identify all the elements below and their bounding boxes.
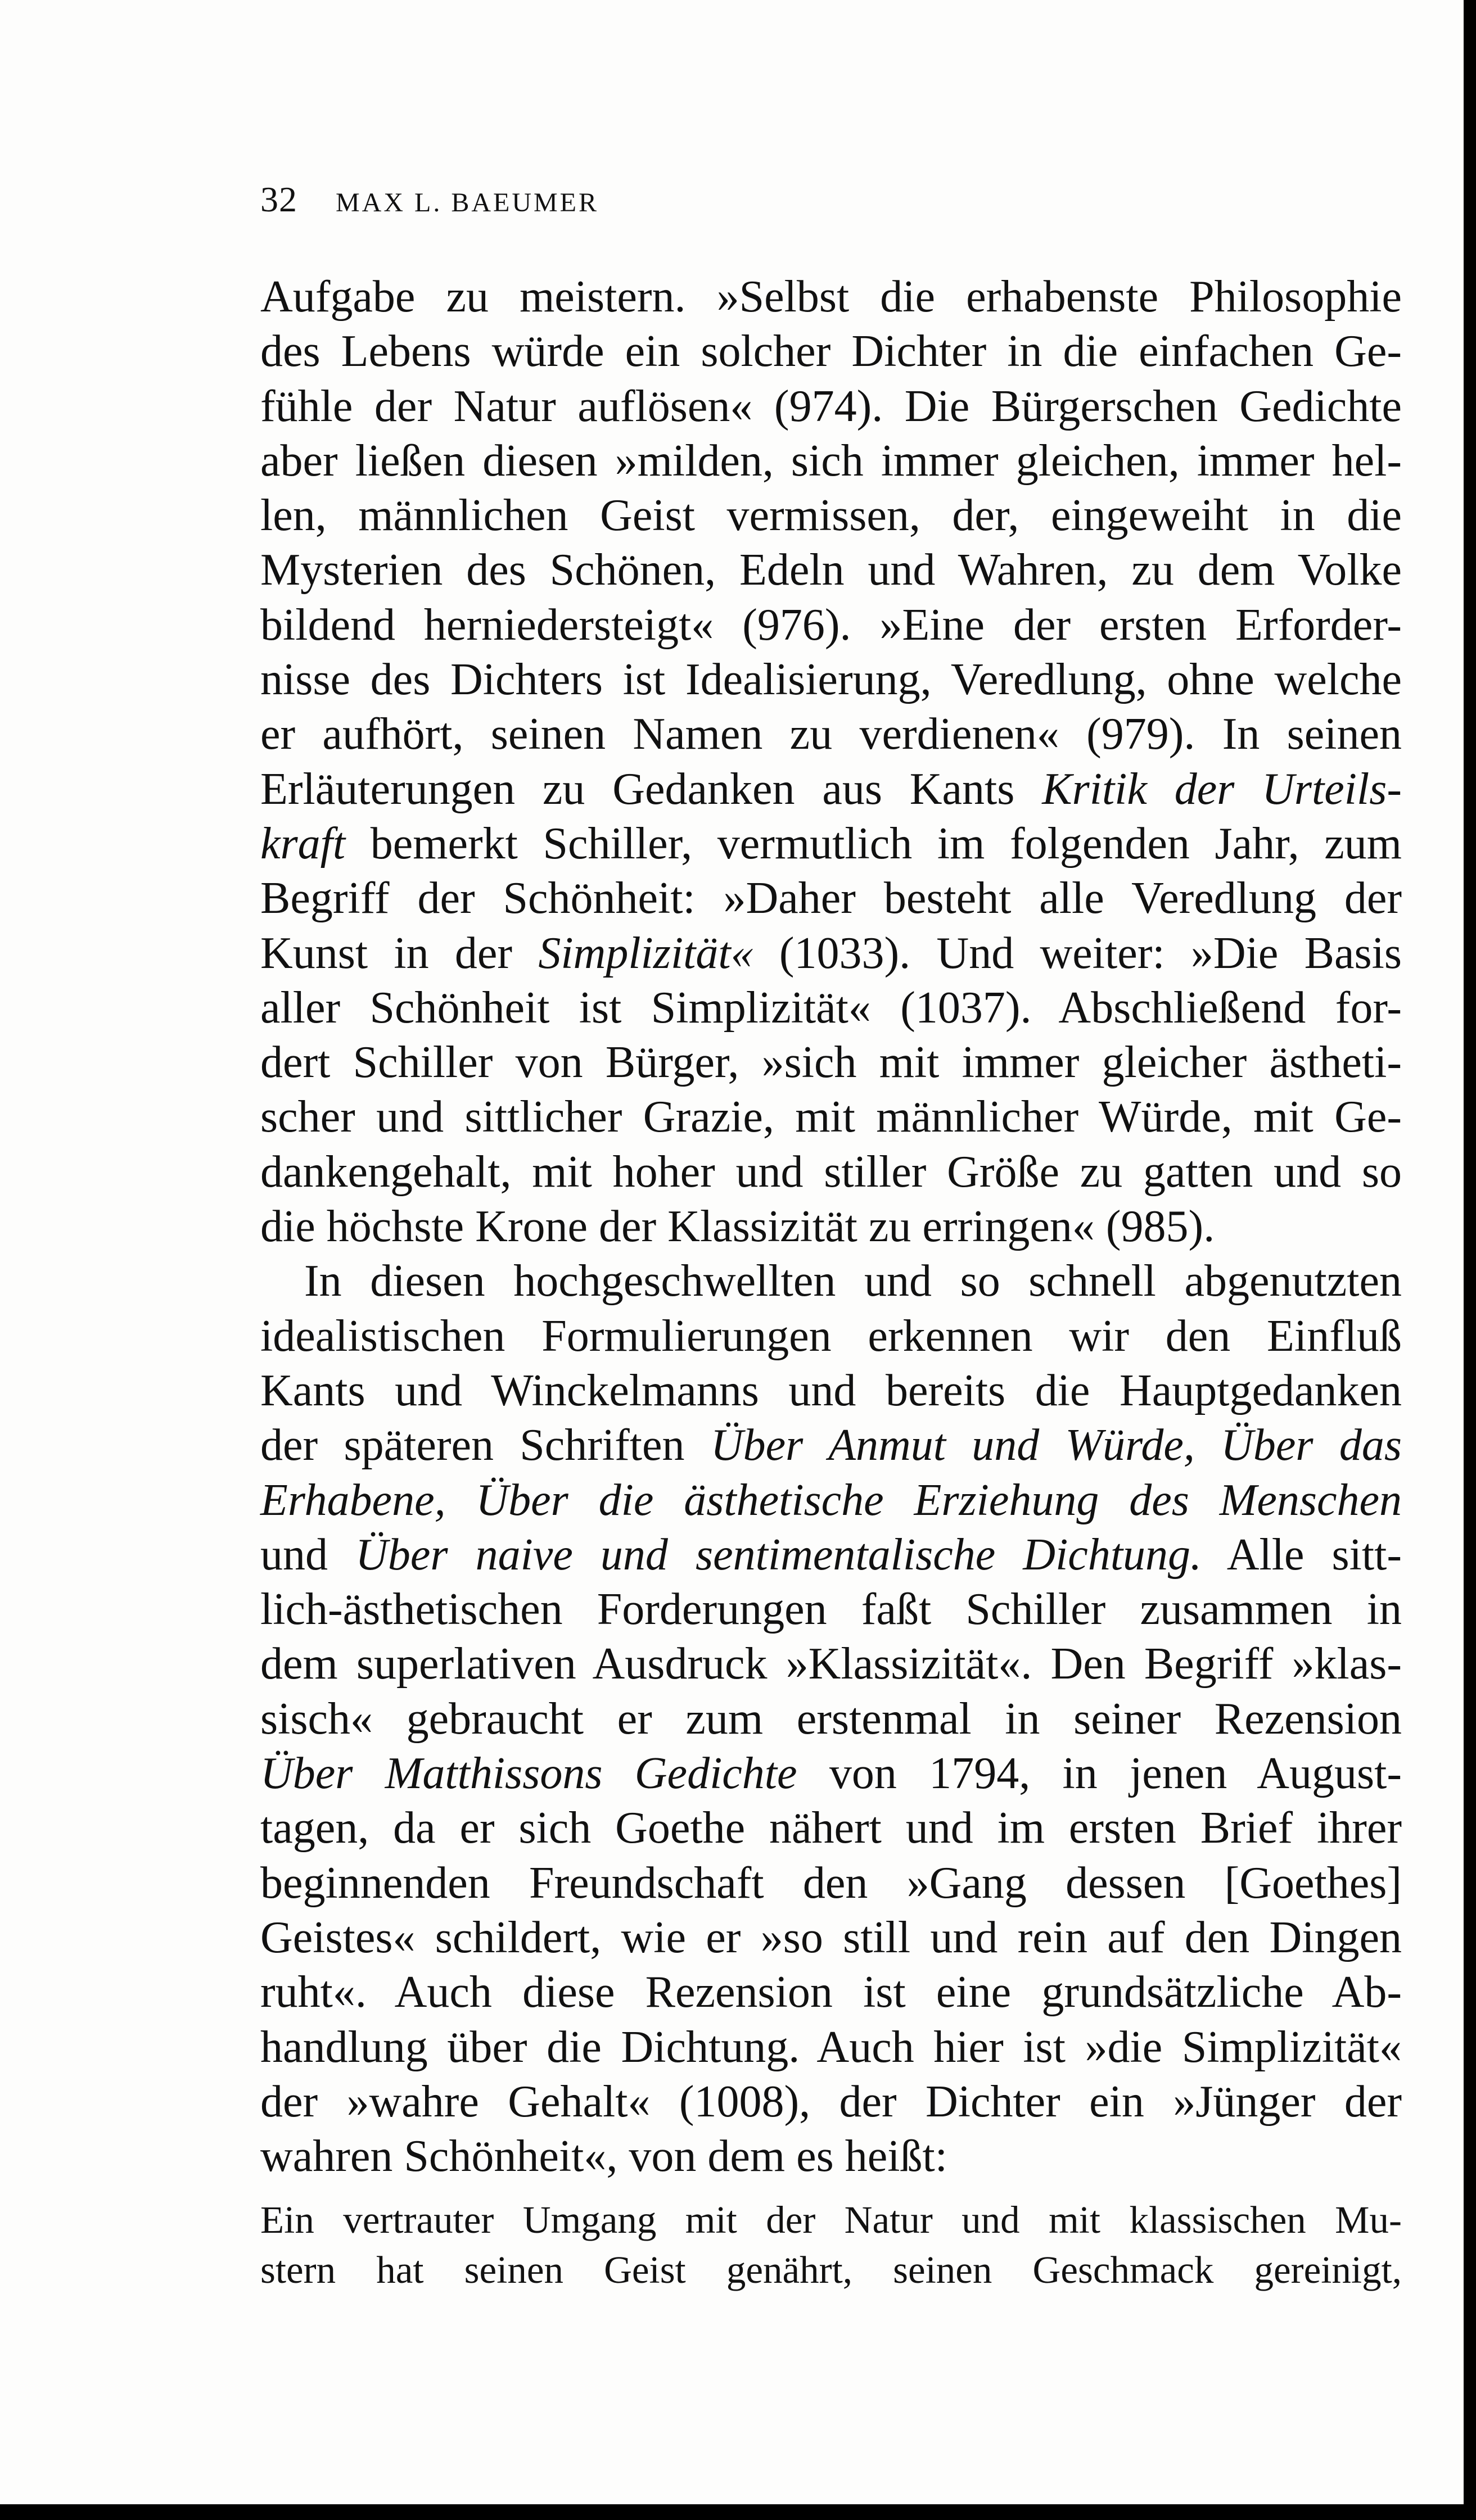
text-line — [260, 1473, 1402, 1528]
running-head — [260, 179, 599, 241]
text-line — [260, 1528, 1402, 1582]
text-line: des Lebens würde ein solcher Dichter in die einfachen Ge- — [260, 327, 1402, 377]
quote-line: stern hat seinen Geist genährt, seinen Geschmack gereinigt, — [260, 2248, 1402, 2291]
text-line: sisch« gebraucht er zum erstenmal in seiner Rezension — [260, 1694, 1402, 1744]
text-line: Begriff der Schönheit: »Daher besteht alle Veredlung der — [260, 874, 1402, 924]
text-line — [260, 762, 1402, 817]
text-line — [260, 926, 1402, 981]
body-text — [260, 270, 1402, 2184]
text-line: dankengehalt, mit hoher und stiller Größe zu gatten und so — [260, 1147, 1402, 1197]
text-line: aller Schönheit ist Simplizität« (1037). Abschließend for- — [260, 983, 1402, 1033]
text-line: dem superlativen Ausdruck »Klassizität«. Den Begriff »klas- — [260, 1639, 1402, 1689]
text-line: dert Schiller von Bürger, »sich mit immer gleicher ästheti- — [260, 1038, 1402, 1088]
text-line: tagen, da er sich Goethe nähert und im ersten Brief ihrer — [260, 1803, 1402, 1853]
text-line — [260, 1418, 1402, 1473]
text-span: der späteren Schriften — [260, 1420, 711, 1471]
text-line — [260, 817, 1402, 871]
italic-title: Kritik der Urteils- — [1042, 764, 1402, 814]
text-line: len, männlichen Geist vermissen, der, eingeweiht in die — [260, 491, 1402, 541]
text-line: scher und sittlicher Grazie, mit männlicher Würde, mit Ge- — [260, 1092, 1402, 1142]
text-span: von 1794, in jenen August- — [797, 1749, 1402, 1799]
paragraph-start-line: In diesen hochgeschwellten und so schnell abgenutzten — [304, 1256, 1402, 1306]
italic-term: Simplizität« — [538, 928, 753, 978]
quote-line: Ein vertrauter Umgang mit der Natur und mit klassischen Mu- — [260, 2198, 1402, 2241]
text-line: fühle der Natur auflösen« (974). Die Bürgerschen Gedichte — [260, 381, 1402, 431]
text-line: ruht«. Auch diese Rezension ist eine grundsätzliche Ab- — [260, 1967, 1402, 2017]
text-line — [260, 1747, 1402, 1801]
running-head-author: MAX L. BAEUMER — [336, 188, 599, 218]
text-line: idealistischen Formulierungen erkennen wir den Einfluß — [260, 1311, 1402, 1361]
text-span: Kunst in der — [260, 928, 539, 978]
scan-edge-right — [1464, 0, 1476, 2520]
text-line: Kants und Winckelmanns und bereits die Hauptgedanken — [260, 1365, 1402, 1415]
paragraph-end-line: wahren Schönheit«, von dem es heißt: — [260, 2132, 947, 2182]
italic-title: Über naive und sentimentalische Dichtung. — [355, 1530, 1202, 1580]
text-span: (1033). Und weiter: »Die Basis — [753, 928, 1402, 978]
text-line: bildend herniedersteigt« (976). »Eine der ersten Erforder- — [260, 600, 1402, 650]
italic-title: kraft — [260, 818, 346, 868]
text-span: und — [260, 1530, 356, 1580]
text-line: er aufhört, seinen Namen zu verdienen« (979). In seinen — [260, 709, 1402, 759]
paragraph-end-line: die höchste Krone der Klassizität zu erringen« (985). — [260, 1202, 1215, 1252]
block-quote — [260, 2195, 1402, 2295]
text-line: Geistes« schildert, wie er »so still und rein auf den Dingen — [260, 1912, 1402, 1962]
text-line: aber ließen diesen »milden, sich immer gleichen, immer hel- — [260, 436, 1402, 486]
page-number: 32 — [260, 179, 297, 219]
text-line: lich-ästhetischen Forderungen faßt Schiller zusammen in — [260, 1585, 1402, 1635]
text-line: Aufgabe zu meistern. »Selbst die erhabenste Philosophie — [260, 272, 1402, 322]
italic-title: Über Matthissons Gedichte — [260, 1749, 797, 1799]
text-span: bemerkt Schiller, vermutlich im folgenden Jahr, zum — [345, 818, 1402, 868]
text-line: Mysterien des Schönen, Edeln und Wahren, zu dem Volke — [260, 545, 1402, 595]
text-line: der »wahre Gehalt« (1008), der Dichter ein »Jünger der — [260, 2076, 1402, 2127]
text-line: handlung über die Dichtung. Auch hier ist »die Simplizität« — [260, 2022, 1402, 2072]
scan-edge-bottom — [0, 2504, 1476, 2520]
text-span: Alle sitt- — [1202, 1530, 1402, 1580]
italic-title: Erhabene, Über die ästhetische Erziehung des Menschen — [260, 1475, 1402, 1525]
text-line: beginnenden Freundschaft den »Gang dessen [Goethes] — [260, 1858, 1402, 1908]
italic-title: Über Anmut und Würde, Über das — [710, 1420, 1402, 1471]
text-span: Erläuterungen zu Gedanken aus Kants — [260, 764, 1042, 814]
text-line: nisse des Dichters ist Idealisierung, Veredlung, ohne welche — [260, 655, 1402, 705]
